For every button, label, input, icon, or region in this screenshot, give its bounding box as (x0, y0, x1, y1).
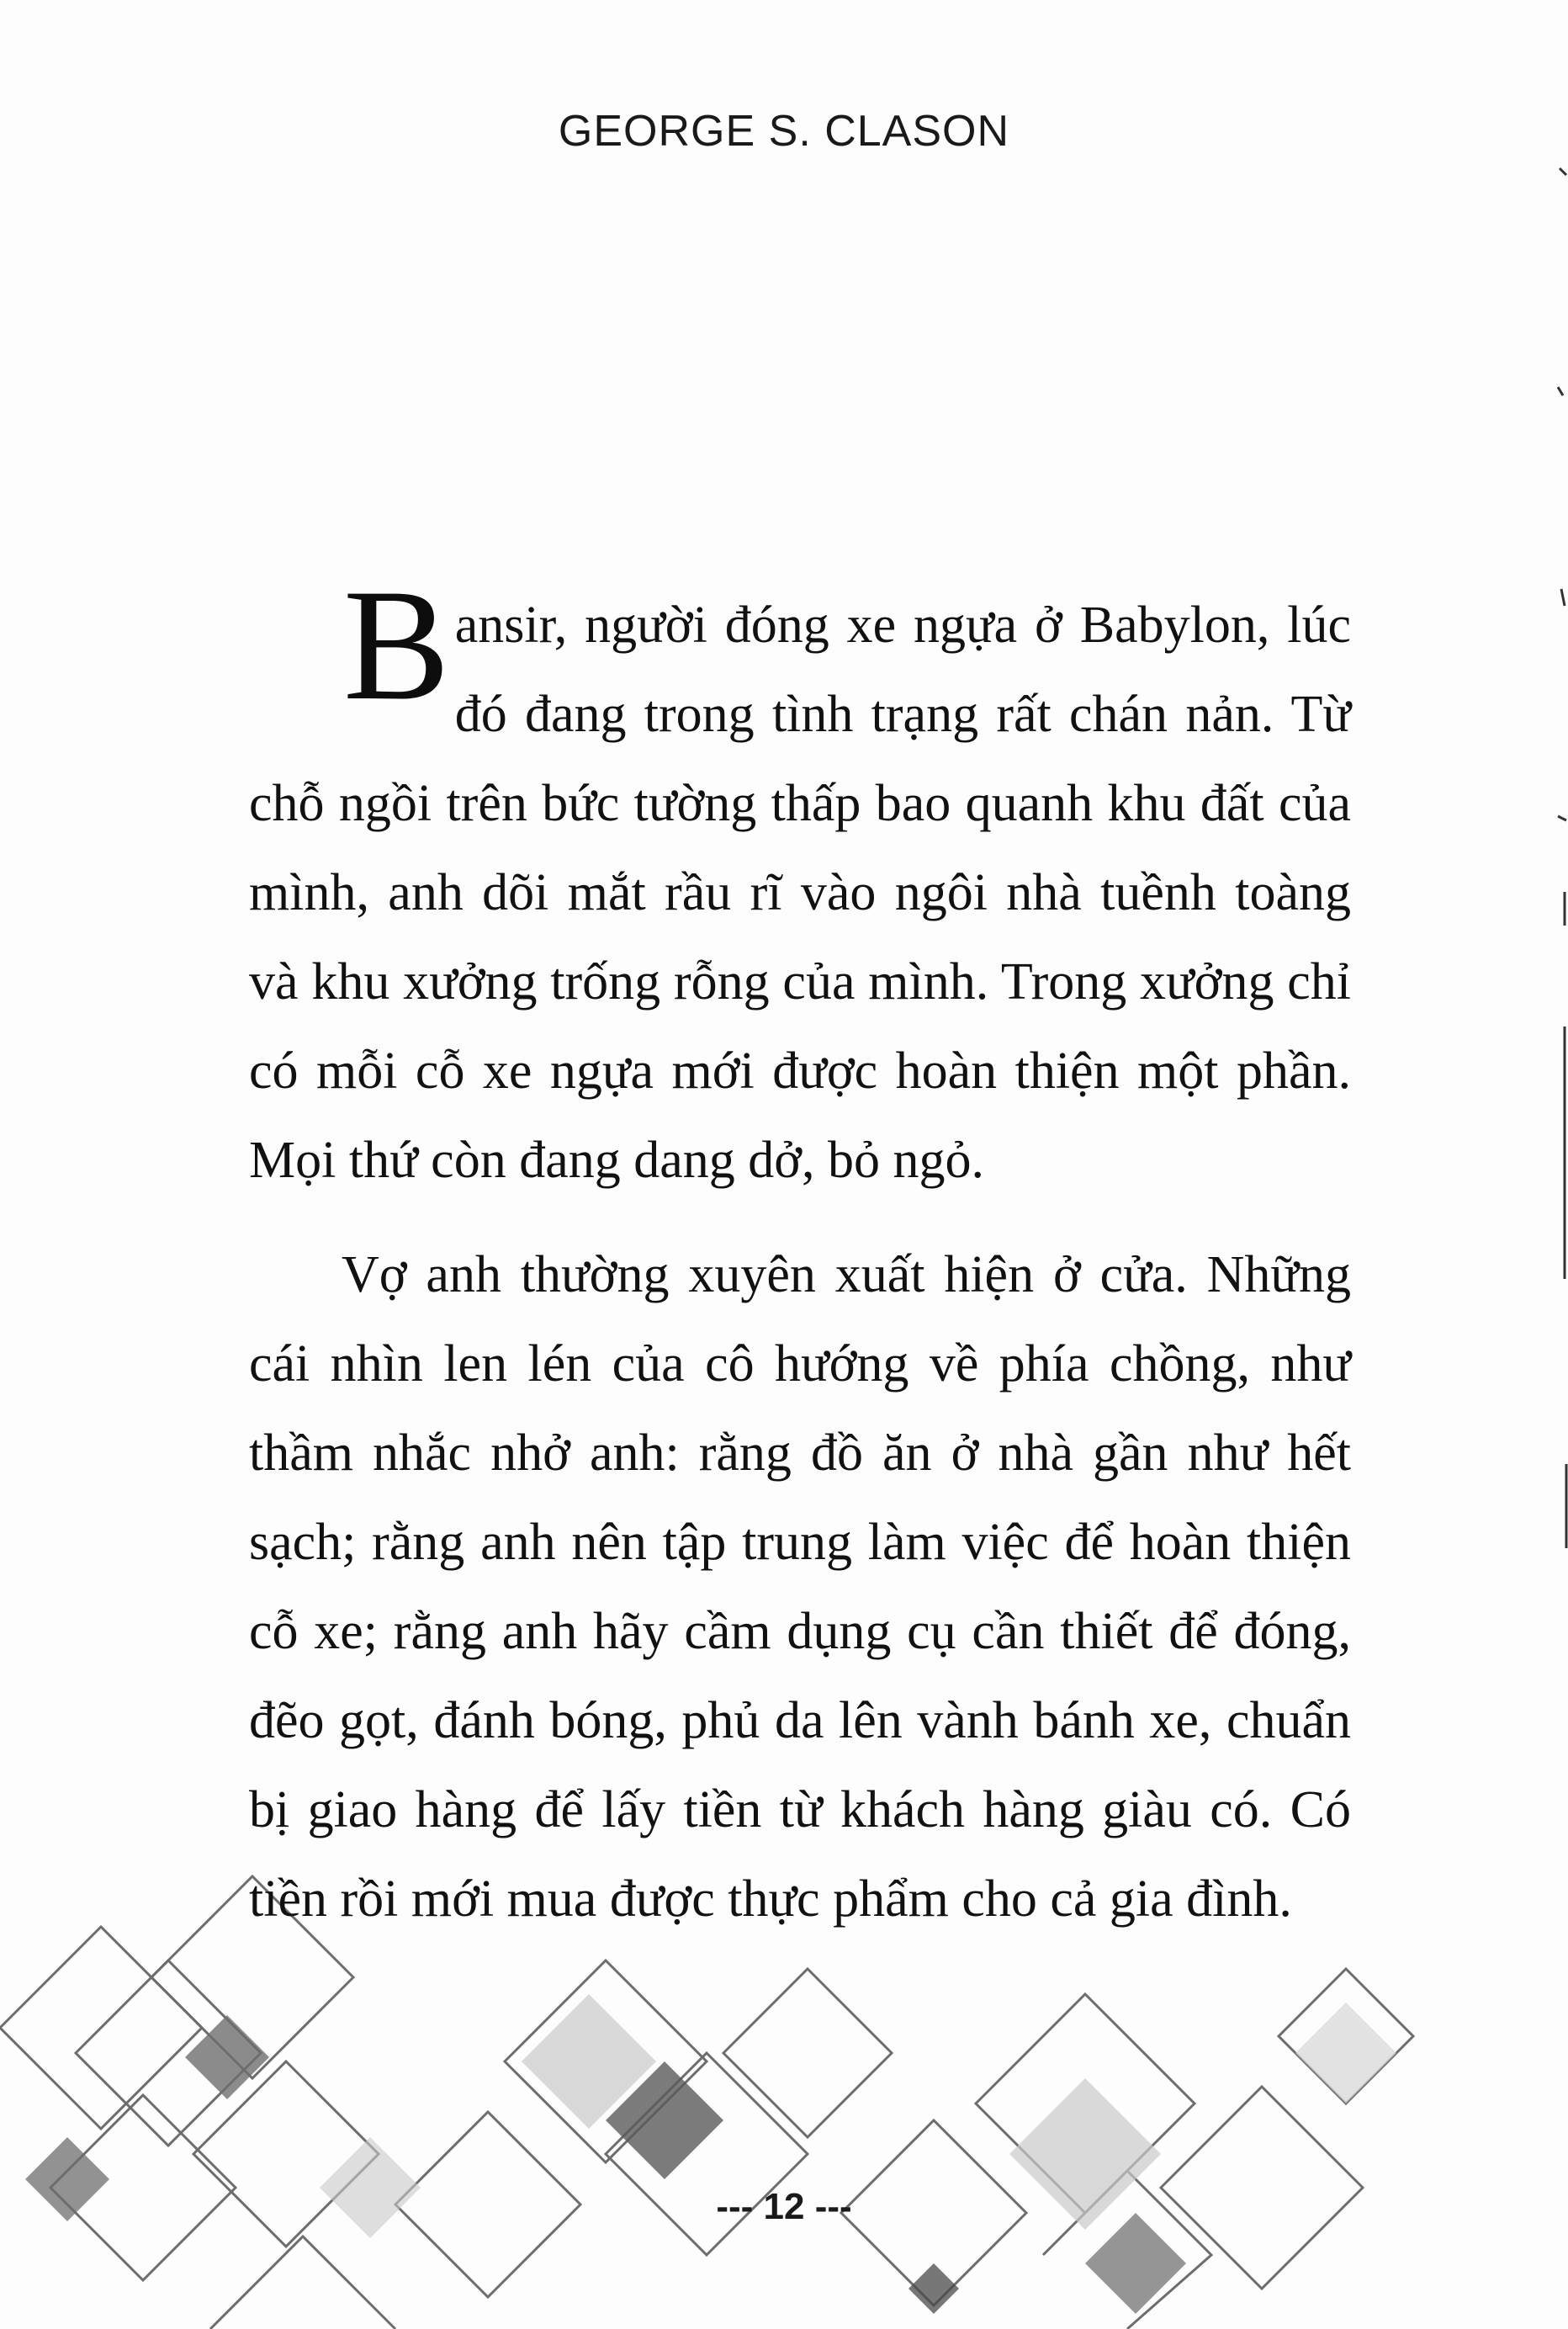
paragraph-1 (249, 557, 1351, 1205)
edge-tick (1558, 816, 1566, 820)
paragraph-1-text: ansir, người đóng xe ngựa ở Babylon, lúc đó đang trong tình trạng rất chán nản. Từ chỗ ngồi trên bức tường thấp bao quanh khu đất của mình, anh dõi mắt rầu rĩ vào ngôi nhà tuềnh toàng và khu xưởng trống rỗng của mình. Trong xưởng chỉ có mỗi cỗ xe ngựa mới được hoàn thiện một phần. Mọi thứ còn đang dang dở, bỏ ngỏ. (249, 597, 1351, 1189)
diamond-outline (76, 1960, 261, 2146)
scan-edge-marks (1543, 0, 1568, 2329)
diamond-outline (1279, 1969, 1413, 2104)
diamond-outline (210, 2236, 395, 2329)
diamond-fill-dark (606, 2061, 723, 2179)
diamond-outline (723, 1969, 892, 2137)
diamond-fill-light (1295, 2003, 1396, 2104)
diamond-outline (505, 1960, 707, 2162)
chapter-body (249, 557, 1351, 1944)
diamond-fill-dark (908, 2263, 959, 2314)
drop-cap-letter: B (343, 557, 450, 734)
edge-tick (1561, 589, 1565, 606)
diamond-outline (0, 1927, 202, 2129)
page-number: --- 12 --- (716, 2186, 852, 2227)
diamond-fill-dark (185, 2015, 269, 2099)
paragraph-2: Vợ anh thường xuyên xuất hiện ở cửa. Những cái nhìn len lén của cô hướng về phía chồng, như thầm nhắc nhở anh: rằng đồ ăn ở nhà gần như hết sạch; rằng anh nên tập trung làm việc để hoàn thiện cỗ xe; rằng anh hãy cầm dụng cụ cần thiết để đóng, đẽo gọt, đánh bóng, phủ da lên vành bánh xe, chuẩn bị giao hàng để lấy tiền từ khách hàng giàu có. Có tiền rồi mới mua được thực phẩm cho cả gia đình. (249, 1246, 1351, 1928)
diamond-fill-light (522, 1994, 656, 2129)
diamond-outline (976, 1994, 1195, 2213)
running-header-author: GEORGE S. CLASON (558, 107, 1010, 156)
diamond-fill-dark (1085, 2213, 1186, 2314)
edge-tick (1558, 387, 1563, 395)
edge-tick (1560, 168, 1566, 175)
